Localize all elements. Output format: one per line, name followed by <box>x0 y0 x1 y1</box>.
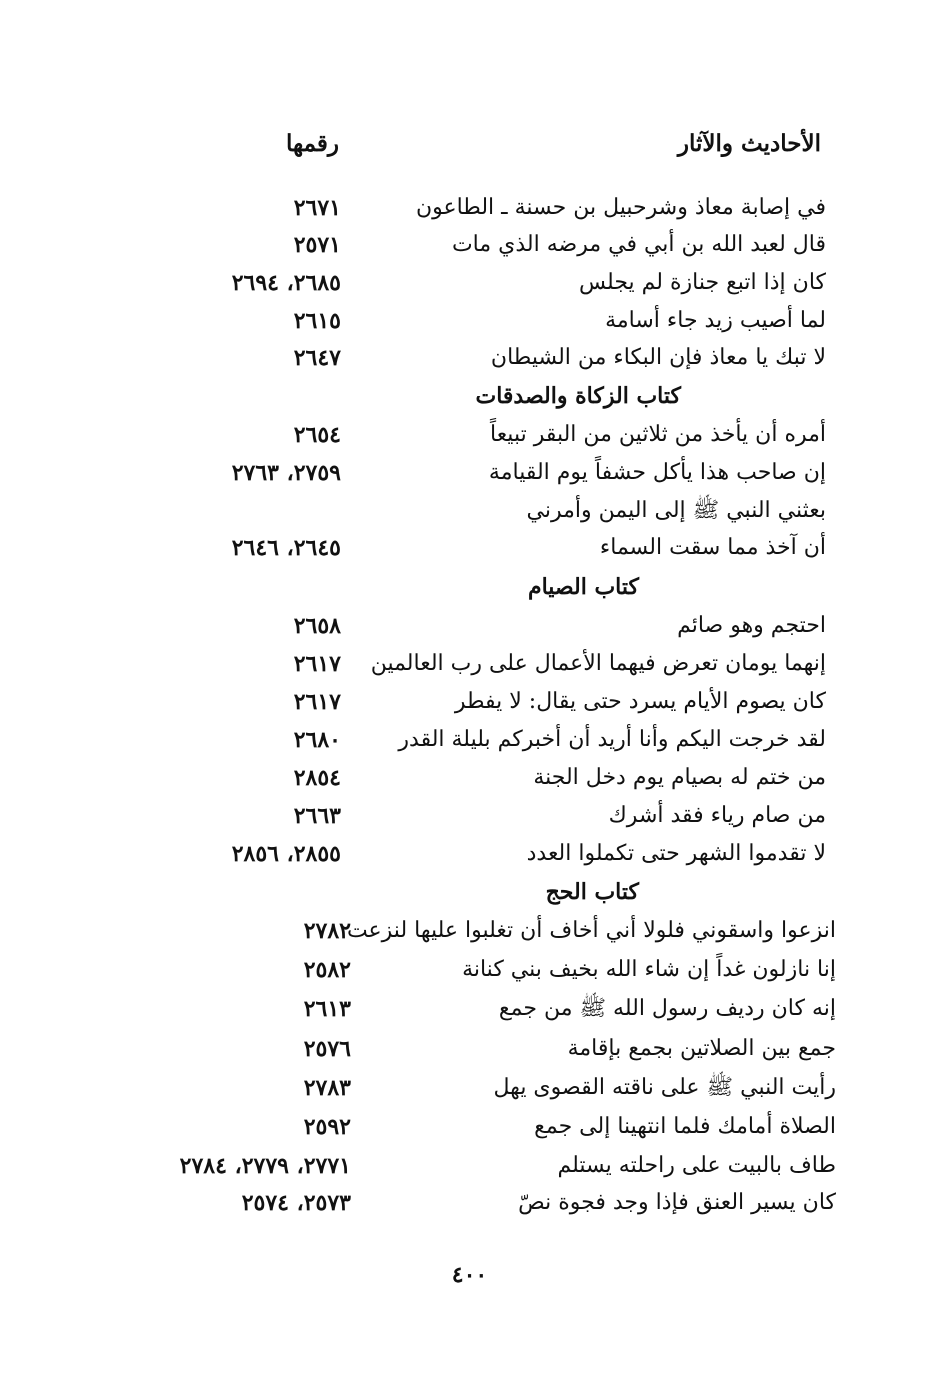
entry-numbers: ٢٦٦٣ <box>293 803 341 829</box>
entry-numbers: ٢٧٥٩، ٢٧٦٣ <box>231 460 341 486</box>
section-heading-hajj: كتاب الحج <box>545 879 639 905</box>
entry-text: احتجم وهو صائم <box>677 613 826 638</box>
entry-text: إنه كان رديف رسول الله ﷺ من جمع <box>498 996 836 1021</box>
entry-text: لقد خرجت اليكم وأنا أريد أن أخبركم بليلة القدر <box>398 727 826 752</box>
entry-text: لما أصيب زيد جاء أسامة <box>605 308 826 333</box>
entry-numbers: ٢٦٧١ <box>293 195 341 221</box>
entry-text: لا تقدموا الشهر حتى تكملوا العدد <box>526 841 826 866</box>
entry-text: في إصابة معاذ وشرحبيل بن حسنة ـ الطاعون <box>415 195 826 220</box>
entry-text: أن آخذ مما سقت السماء <box>599 535 826 560</box>
entry-text: لا تبك يا معاذ فإن البكاء من الشيطان <box>490 345 826 370</box>
entry-text: بعثني النبي ﷺ إلى اليمن وأمرني <box>526 498 826 523</box>
entry-text: طاف بالبيت على راحلته يستلم <box>557 1153 836 1178</box>
entry-numbers: ٢٦١٥ <box>293 308 341 334</box>
entry-numbers: ٢٦٥٤ <box>293 422 341 448</box>
entry-numbers: ٢٥٧٣، ٢٥٧٤ <box>241 1190 351 1216</box>
entry-numbers: ٢٦٤٧ <box>293 345 341 371</box>
entry-text: أمره أن يأخذ من ثلاثين من البقر تبيعاً <box>489 422 826 447</box>
entry-numbers: ٢٥٨٢ <box>303 957 351 983</box>
entry-text: رأيت النبي ﷺ على ناقته القصوى يهل <box>493 1075 836 1100</box>
entry-text: إنا نازلون غداً إن شاء الله بخيف بني كنانة <box>462 957 836 982</box>
entry-numbers: ٢٥٧١ <box>293 232 341 258</box>
entry-numbers: ٢٨٥٤ <box>293 765 341 791</box>
entry-numbers: ٢٧٧١، ٢٧٧٩، ٢٧٨٤ <box>179 1153 351 1179</box>
entry-numbers: ٢٦١٣ <box>303 996 351 1022</box>
entry-numbers: ٢٧٨٣ <box>303 1075 351 1101</box>
entry-text: من ختم له بصيام يوم دخل الجنة <box>533 765 826 790</box>
entry-numbers: ٢٥٩٢ <box>303 1114 351 1140</box>
entry-text: إنهما يومان تعرض فيهما الأعمال على رب العالمين <box>370 651 826 676</box>
entry-text: كان يسير العنق فإذا وجد فجوة نصّ <box>518 1190 836 1215</box>
entry-numbers: ٢٦٤٥، ٢٦٤٦ <box>231 535 341 561</box>
entry-text: كان إذا اتبع جنازة لم يجلس <box>579 270 826 295</box>
page-number: ٤٠٠ <box>451 1262 488 1288</box>
entry-text: الصلاة أمامك فلما انتهينا إلى جمع <box>534 1114 836 1139</box>
entry-text: إن صاحب هذا يأكل حشفاً يوم القيامة <box>488 460 826 485</box>
section-heading-siyam: كتاب الصيام <box>527 574 639 600</box>
column-header-numbers: رقمها <box>285 130 339 157</box>
entry-numbers: ٢٨٥٥، ٢٨٥٦ <box>231 841 341 867</box>
entry-text: من صام رياء فقد أشرك <box>608 803 826 828</box>
entry-numbers: ٢٧٨٢ <box>303 918 351 944</box>
entry-numbers: ٢٦٥٨ <box>293 613 341 639</box>
entry-numbers: ٢٥٧٦ <box>303 1036 351 1062</box>
entry-text: كان يصوم الأيام يسرد حتى يقال: لا يفطر <box>454 689 826 714</box>
entry-numbers: ٢٦١٧ <box>293 651 341 677</box>
section-heading-zakat: كتاب الزكاة والصدقات <box>475 383 681 409</box>
column-header-hadiths: الأحاديث والآثار <box>677 130 821 157</box>
entry-numbers: ٢٦٨٠ <box>293 727 341 753</box>
entry-numbers: ٢٦٨٥، ٢٦٩٤ <box>231 270 341 296</box>
entry-text: قال لعبد الله بن أبي في مرضه الذي مات <box>451 232 826 257</box>
entry-numbers: ٢٦١٧ <box>293 689 341 715</box>
entry-text: جمع بين الصلاتين بجمع بإقامة <box>567 1036 836 1061</box>
entry-text: انزعوا واسقوني فلولا أني أخاف أن تغلبوا عليها لنزعت <box>346 918 836 943</box>
